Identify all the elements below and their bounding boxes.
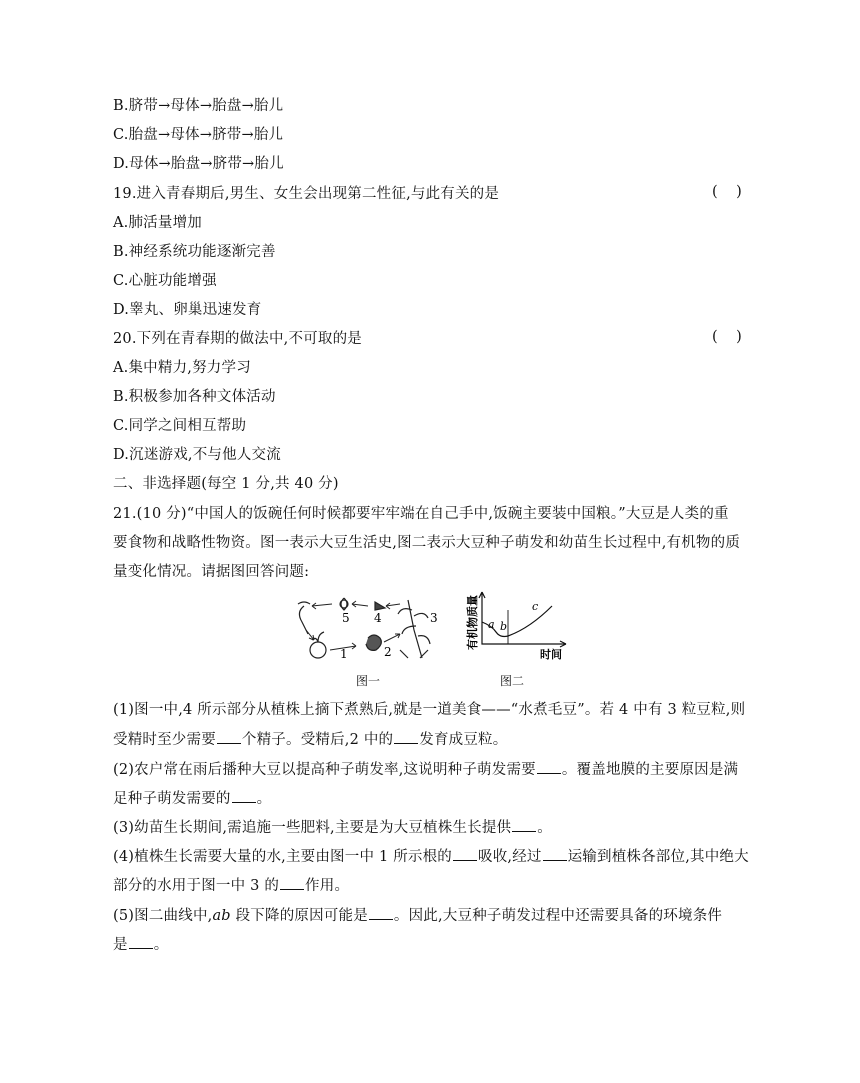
q21-part5-text-d: 是: [113, 937, 128, 953]
fig2-axes: [482, 592, 566, 644]
q21-part4-text-a: (4)植株生长需要大量的水,主要由图一中 1 所示根的: [113, 849, 452, 865]
q21-part5-blank-1[interactable]: [369, 905, 393, 920]
q20-option-a: A.集中精力,努力学习: [113, 360, 251, 376]
q21-part2-blank-1[interactable]: [537, 759, 561, 774]
q21-part3-line: [113, 817, 552, 838]
q19-stem: 19.进入青春期后,男生、女生会出现第二性征,与此有关的是: [113, 186, 500, 202]
q18-option-b: B.脐带→母体→胎盘→胎儿: [113, 98, 284, 114]
q21-part1-line-2: [113, 729, 507, 750]
q21-part4-text-b: 吸收,经过: [478, 849, 542, 865]
q19-option-a: A.肺活量增加: [113, 215, 202, 231]
q19-answer-paren: ( ): [712, 184, 742, 200]
q21-part2-text-a: (2)农户常在雨后播种大豆以提高种子萌发率,这说明种子萌发需要: [113, 762, 536, 778]
q19-option-b: B.神经系统功能逐渐完善: [113, 244, 276, 260]
fig2-point-a: a: [488, 618, 495, 631]
q21-part4-line-1: [113, 846, 749, 867]
q21-part4-text-d: 部分的水用于图一中 3 的: [113, 878, 280, 894]
q21-part1-blank-1[interactable]: [217, 729, 241, 744]
q21-part1-line-1: (1)图一中,4 所示部分从植株上摘下煮熟后,就是一道美食——“水煮毛豆”。若 4 中有 3 粒豆粒,则: [113, 702, 746, 718]
q21-part2-line-2: [113, 788, 271, 809]
q21-part5-text-e: 。: [153, 937, 169, 953]
q21-part5-text-b: 段下降的原因可能是: [230, 908, 368, 924]
q20-option-b: B.积极参加各种文体活动: [113, 389, 276, 405]
q21-part2-text-d: 。: [256, 791, 272, 807]
figure-1-life-cycle: [288, 594, 448, 664]
q21-part2-line-1: [113, 759, 738, 780]
section-2-heading: 二、非选择题(每空 1 分,共 40 分): [113, 476, 339, 492]
q21-part1-blank-2[interactable]: [394, 729, 418, 744]
q21-part5-text-a: (5)图二曲线中,: [113, 908, 213, 924]
fig1-label-4: 4: [374, 611, 382, 625]
figure-1-caption: 图一: [356, 674, 381, 688]
figure-2-caption: 图二: [500, 674, 525, 688]
q21-part4-text-c: 运输到植株各部位,其中绝大: [567, 849, 749, 865]
q21-part3-text-b: 。: [537, 820, 552, 836]
fig2-ylabel: 有机物质量: [466, 595, 479, 650]
q20-stem: 20.下列在青春期的做法中,不可取的是: [113, 331, 362, 347]
q21-part5-text-c: 。因此,大豆种子萌发过程中还需要具备的环境条件: [393, 908, 723, 924]
q21-part5-blank-2[interactable]: [129, 934, 153, 949]
q21-part5-line-1: [113, 905, 722, 926]
q21-part2-text-c: 足种子萌发需要的: [113, 791, 231, 807]
seedling-1: [310, 642, 326, 658]
fig1-label-3: 3: [430, 611, 438, 625]
flower-2: [366, 635, 381, 650]
q20-option-c: C.同学之间相互帮助: [113, 418, 247, 434]
q20-option-d: D.沉迷游戏,不与他人交流: [113, 447, 281, 463]
q21-part3-text-a: (3)幼苗生长期间,需追施一些肥料,主要是为大豆植株生长提供: [113, 820, 512, 836]
fig1-label-5: 5: [342, 611, 350, 625]
q21-part4-line-2: [113, 875, 349, 896]
q19-option-c: C.心脏功能增强: [113, 273, 217, 289]
q21-part5-line-2: [113, 934, 168, 955]
q18-option-c: C.胎盘→母体→脐带→胎儿: [113, 127, 284, 143]
q19-option-d: D.睾丸、卵巢迅速发育: [113, 302, 262, 318]
q21-part1-text-c: 发育成豆粒。: [419, 732, 508, 748]
plant-3-stem: [408, 600, 422, 658]
q21-part3-blank-1[interactable]: [512, 817, 536, 832]
fig1-label-2: 2: [384, 645, 392, 659]
q21-part2-text-b: 。覆盖地膜的主要原因是满: [561, 762, 739, 778]
q21-part1-text-a: 受精时至少需要: [113, 732, 216, 748]
pod-4: [375, 602, 385, 610]
figure-2-organic-matter-chart: [462, 588, 572, 664]
q21-part4-text-e: 作用。: [305, 878, 350, 894]
q21-part4-blank-3[interactable]: [280, 875, 304, 890]
q21-part4-blank-1[interactable]: [453, 846, 477, 861]
q21-part4-blank-2[interactable]: [543, 846, 567, 861]
fig1-label-1: 1: [340, 647, 348, 661]
q21-intro-line-3: 量变化情况。请据图回答问题:: [113, 564, 310, 580]
q21-part1-text-b: 个精子。受精后,2 中的: [241, 732, 394, 748]
q18-option-d: D.母体→胎盘→脐带→胎儿: [113, 156, 284, 172]
fig2-point-b: b: [500, 620, 508, 633]
q21-intro-line-2: 要食物和战略性物资。图一表示大豆生活史,图二表示大豆种子萌发和幼苗生长过程中,有机物的质: [113, 535, 741, 551]
seedling-sprout: [299, 606, 308, 634]
q20-answer-paren: ( ): [712, 329, 742, 345]
q21-part5-ab: ab: [212, 908, 231, 924]
fig2-point-c: c: [532, 600, 539, 613]
q21-part2-blank-2[interactable]: [232, 788, 256, 803]
q21-intro-line-1: 21.(10 分)“中国人的饭碗任何时候都要牢牢端在自己手中,饭碗主要装中国粮。”大豆是人类的重: [113, 506, 729, 522]
fig2-xlabel: 时间: [540, 648, 562, 661]
